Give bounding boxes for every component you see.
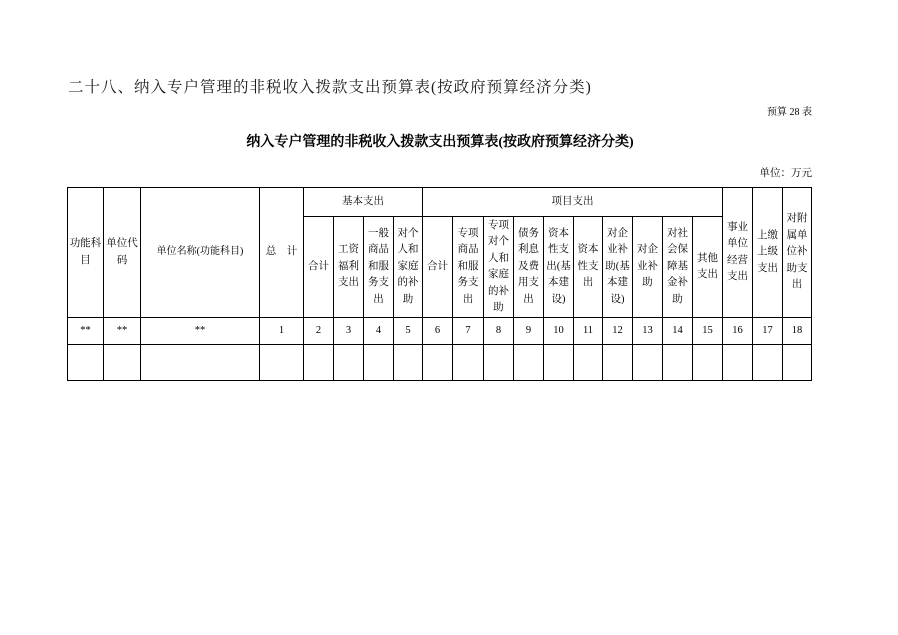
empty-cell (484, 345, 514, 381)
col-header-capital-infrastructure: 资本 性支 出(基 本建 设) (544, 217, 574, 318)
index-cell: 7 (453, 318, 484, 345)
col-header-enterprise-subsidy-infrastructure: 对企 业补 助(基 本建 设) (603, 217, 633, 318)
index-cell: 1 (260, 318, 304, 345)
empty-cell (723, 345, 753, 381)
empty-cell (334, 345, 364, 381)
col-header-capital: 资本 性支 出 (574, 217, 603, 318)
empty-cell (453, 345, 484, 381)
budget-table (67, 187, 812, 381)
index-cell: 2 (304, 318, 334, 345)
empty-cell (753, 345, 783, 381)
empty-cell (514, 345, 544, 381)
col-header-project-subtotal: 合计 (423, 217, 453, 318)
col-header-social-security-fund-subsidy: 对社 会保 障基 金补 助 (663, 217, 693, 318)
index-cell: 11 (574, 318, 603, 345)
col-header-other: 其他 支出 (693, 217, 723, 318)
index-cell: 12 (603, 318, 633, 345)
header-row-groups (68, 188, 812, 217)
index-row (68, 318, 812, 345)
index-cell: 4 (364, 318, 394, 345)
empty-cell (603, 345, 633, 381)
index-cell: 3 (334, 318, 364, 345)
col-header-remit-to-superior: 上缴 上级 支出 (753, 188, 783, 318)
empty-cell (141, 345, 260, 381)
col-header-basic-goods-services: 一般 商品 和服 务支 出 (364, 217, 394, 318)
empty-data-row (68, 345, 812, 381)
col-header-basic-subtotal: 合计 (304, 217, 334, 318)
index-cell: 5 (394, 318, 423, 345)
empty-cell (783, 345, 812, 381)
col-header-unit-name: 单位名称(功能科目) (141, 188, 260, 318)
table-number: 预算 28 表 (767, 107, 812, 118)
empty-cell (304, 345, 334, 381)
index-cell: 16 (723, 318, 753, 345)
col-header-basic-wages: 工资 福利 支出 (334, 217, 364, 318)
index-cell: 6 (423, 318, 453, 345)
empty-cell (364, 345, 394, 381)
col-header-project-household-subsidy: 专项 对个 人和 家庭 的补 助 (484, 217, 514, 318)
index-cell: 13 (633, 318, 663, 345)
col-header-project-goods-services: 专项 商品 和服 务支 出 (453, 217, 484, 318)
col-header-function-subject: 功能科 目 (68, 188, 104, 318)
empty-cell (693, 345, 723, 381)
empty-cell (423, 345, 453, 381)
index-cell: 9 (514, 318, 544, 345)
empty-cell (544, 345, 574, 381)
empty-cell (260, 345, 304, 381)
col-header-business-unit-operating: 事业 单位 经营 支出 (723, 188, 753, 318)
group-header-project-expenditure: 项目支出 (423, 188, 723, 217)
col-header-subsidiary-unit-subsidy: 对附 属单 位补 助支 出 (783, 188, 812, 318)
index-cell: ** (68, 318, 104, 345)
index-cell: ** (104, 318, 141, 345)
empty-cell (394, 345, 423, 381)
index-cell: 17 (753, 318, 783, 345)
col-header-unit-code: 单位代 码 (104, 188, 141, 318)
section-heading: 二十八、纳入专户管理的非税收入拨款支出预算表(按政府预算经济分类) (68, 79, 592, 96)
empty-cell (633, 345, 663, 381)
index-cell: 14 (663, 318, 693, 345)
empty-cell (574, 345, 603, 381)
col-header-debt-interest: 债务 利息 及费 用支 出 (514, 217, 544, 318)
empty-cell (663, 345, 693, 381)
index-cell: 8 (484, 318, 514, 345)
index-cell: 15 (693, 318, 723, 345)
empty-cell (68, 345, 104, 381)
index-cell: 10 (544, 318, 574, 345)
index-cell: 18 (783, 318, 812, 345)
table-title: 纳入专户管理的非税收入拨款支出预算表(按政府预算经济分类) (246, 135, 634, 150)
col-header-basic-household-subsidy: 对个 人和 家庭 的补 助 (394, 217, 423, 318)
group-header-basic-expenditure: 基本支出 (304, 188, 423, 217)
unit-label: 单位：万元 (759, 168, 812, 179)
empty-cell (104, 345, 141, 381)
index-cell: ** (141, 318, 260, 345)
col-header-enterprise-subsidy: 对企 业补 助 (633, 217, 663, 318)
col-header-total: 总 计 (260, 188, 304, 318)
